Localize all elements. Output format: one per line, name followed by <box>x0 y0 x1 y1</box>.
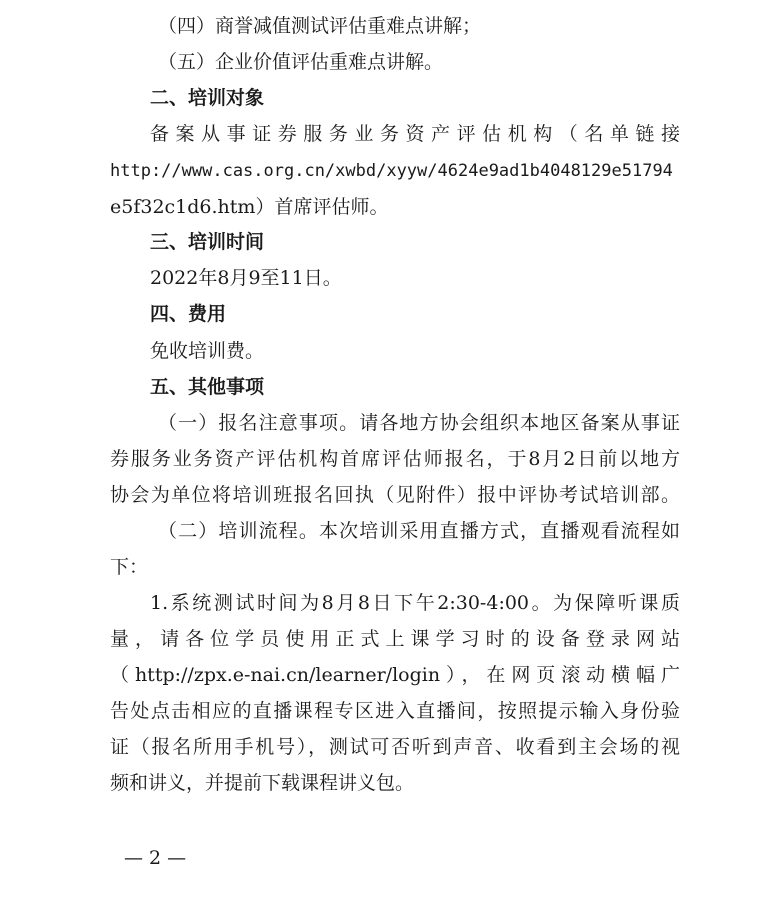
page-number: — 2 — <box>124 847 187 869</box>
paragraph-line: （一）报名注意事项。请各地方协会组织本地区备案从事证 <box>158 412 680 434</box>
paragraph-line: 1.系统测试时间为8月8日下午2:30-4:00。为保障听课质 <box>150 592 680 614</box>
list-item-4: （四）商誉减值测试评估重难点讲解； <box>158 15 482 37</box>
paragraph-line: （二）培训流程。本次培训采用直播方式，直播观看流程如 <box>158 520 680 542</box>
paragraph-line: 券服务业务资产评估机构首席评估师报名，于8月2日前以地方 <box>110 448 680 470</box>
paragraph-line: e5f32c1d6.htm）首席评估师。 <box>110 196 389 218</box>
url-paragraph-line: （http://zpx.e-nai.cn/learner/login），在网页滚动横幅广 <box>110 664 680 686</box>
paragraph-line: 协会为单位将培训班报名回执（见附件）报中评协考试培训部。 <box>110 484 680 506</box>
url-line: http://www.cas.org.cn/xwbd/xyyw/4624e9ad1b4048129e51794 <box>110 161 673 181</box>
section-heading-training-target: 二、培训对象 <box>150 87 265 109</box>
paragraph-line: 量，请各位学员使用正式上课学习时的设备登录网站 <box>110 628 680 650</box>
paragraph-line: 频和讲义，并提前下载课程讲义包。 <box>110 772 415 794</box>
section-heading-other-matters: 五、其他事项 <box>150 376 265 398</box>
paragraph-line: 证（报名所用手机号），测试可否听到声音、收看到主会场的视 <box>110 736 680 758</box>
section-heading-fees: 四、费用 <box>150 303 227 325</box>
paragraph-line: 免收培训费。 <box>150 340 265 362</box>
paragraph-line: 2022年8月9至11日。 <box>150 267 342 289</box>
list-item-5: （五）企业价值评估重难点讲解。 <box>158 51 444 73</box>
paragraph-line: 下： <box>110 556 149 578</box>
paragraph-line: 告处点击相应的直播课程专区进入直播间，按照提示输入身份验 <box>110 700 680 722</box>
section-heading-training-time: 三、培训时间 <box>150 231 265 253</box>
paragraph-line: 备案从事证券服务业务资产评估机构（名单链接 <box>150 123 680 145</box>
